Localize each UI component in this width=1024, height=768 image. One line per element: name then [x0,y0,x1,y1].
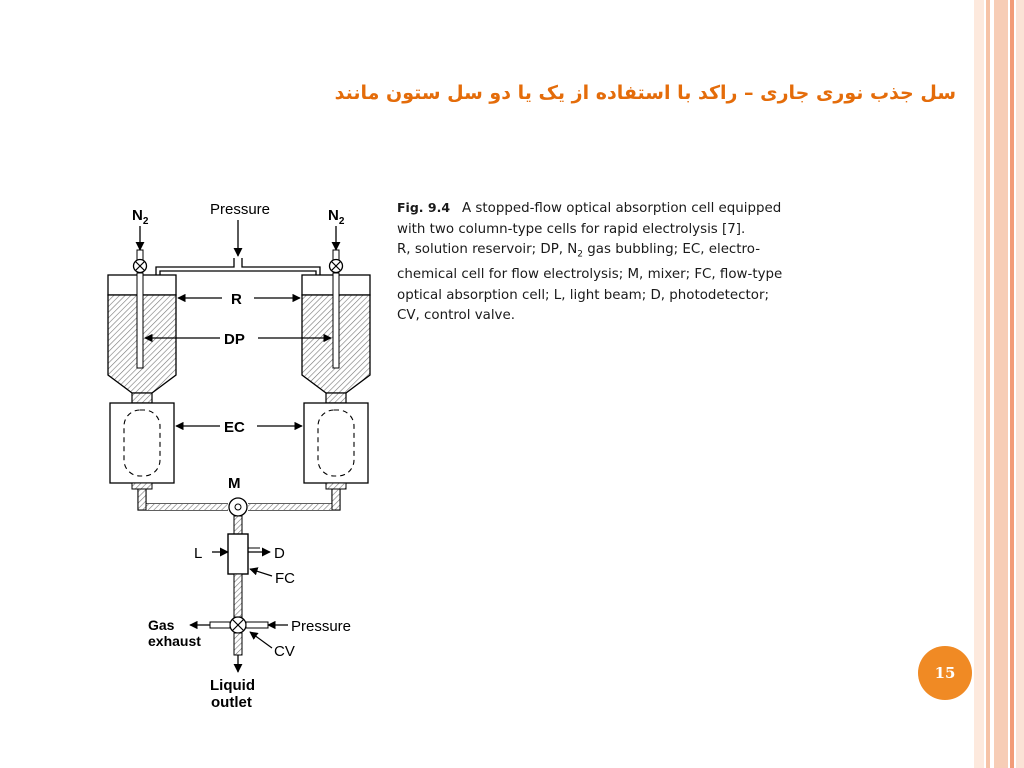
stopped-flow-cell-diagram [100,190,375,715]
left-valve [134,260,147,273]
outlet-label: outlet [211,694,252,711]
flow-cell [228,534,248,574]
right-feed-drop-fill [332,489,340,510]
gas-exhaust-tube [210,622,230,628]
dp-left-tube [137,273,143,368]
figure-caption [397,198,837,327]
pressure-inlet-tube [246,622,268,628]
pressure-top-label: Pressure [210,201,271,218]
caption-line-2: with two column-type cells for rapid electrolysis [7]. [397,221,746,237]
l-label: L [194,545,203,562]
control-valve [230,617,246,633]
d-label: D [274,545,285,562]
n2-right-tube-upper [333,250,339,260]
liquid-label: Liquid [210,677,255,694]
outlet-tube [234,633,242,655]
fc-label: FC [275,570,295,587]
left-ec-cell [110,403,174,489]
caption-line-4: chemical cell for flow electrolysis; M, mixer; FC, flow-type [397,267,783,283]
n2-left-tube-upper [137,250,143,260]
cv-label: CV [274,643,295,660]
central-tube-lower [234,574,242,617]
n2-right-label: $N_2$ [328,207,345,227]
caption-line-1: Fig. 9.4 A stopped-flow optical absorption cell equipped [397,200,782,216]
ec-label: EC [224,419,245,436]
left-feed-fill [138,504,228,510]
pressure-bottom-label: Pressure [291,618,352,635]
caption-line-3: R, solution reservoir; DP, $N_2$ gas bubbling; EC, electro- [397,242,761,260]
right-ec-cell [304,403,368,489]
caption-line-6: CV, control valve. [397,308,515,324]
n2-left-label: $N_2$ [132,207,149,227]
figure-number: Fig. 9.4 [397,200,451,215]
r-label: R [231,291,242,308]
central-tube-upper [234,516,242,534]
mixer [229,498,247,516]
edge-stripe-4 [1010,0,1014,768]
edge-stripe-5 [1016,0,1024,768]
dp-right-tube [333,273,339,368]
edge-stripe-1 [974,0,984,768]
exhaust-label: exhaust [148,633,201,649]
edge-stripe-2 [986,0,990,768]
edge-stripe-3 [994,0,1008,768]
caption-line-5: optical absorption cell; L, light beam; D, photodetector; [397,287,769,303]
fc-arrow [250,569,272,576]
gas-manifold [156,258,320,275]
gas-label: Gas [148,617,175,633]
cv-arrow [250,632,272,648]
right-feed-fill [248,504,340,510]
page-number-badge: 15 [918,646,972,700]
right-valve [330,260,343,273]
m-label: M [228,475,241,492]
dp-label: DP [224,331,245,348]
left-feed-drop-fill [138,489,146,510]
slide-title: سل جذب نوری جاری – راکد با استفاده از یک یا دو سل ستون مانند [334,82,956,104]
